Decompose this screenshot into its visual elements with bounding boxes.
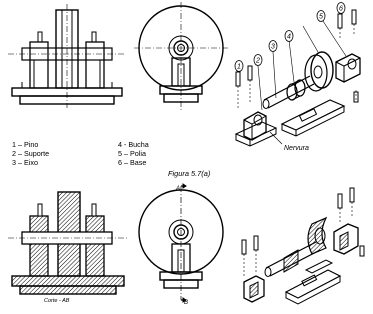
iso-number-5: 5	[319, 13, 323, 21]
legend-item-1: 1 – Pino	[12, 140, 39, 149]
parts-legend	[12, 140, 149, 167]
iso-number-1: 1	[237, 63, 241, 71]
legend-item-3: 3 – Eixo	[12, 158, 38, 167]
section-mark-a: A	[176, 186, 181, 192]
exploded-section-isometric	[242, 188, 364, 304]
section-label: Corte - AB	[44, 298, 70, 304]
side-view-drawing	[134, 2, 228, 110]
side-view-section-drawing	[139, 184, 223, 302]
iso-number-6: 6	[339, 5, 343, 13]
iso-number-2: 2	[256, 57, 260, 65]
iso-number-3: 3	[271, 43, 275, 51]
section-mark-b: B	[184, 300, 189, 306]
front-view-drawing	[8, 4, 126, 108]
legend-item-5: 5 – Polia	[118, 149, 146, 158]
nervura-label: Nervura	[284, 145, 309, 152]
legend-item-6: 6 – Base	[118, 158, 147, 167]
legend-item-2: 2 – Suporte	[12, 149, 50, 158]
iso-number-4: 4	[287, 33, 291, 41]
exploded-isometric-view	[236, 10, 360, 146]
legend-item-4: 4 - Bucha	[118, 140, 149, 149]
section-view-drawing	[8, 192, 128, 294]
figure-caption: Figura 5.7(a)	[168, 169, 211, 178]
